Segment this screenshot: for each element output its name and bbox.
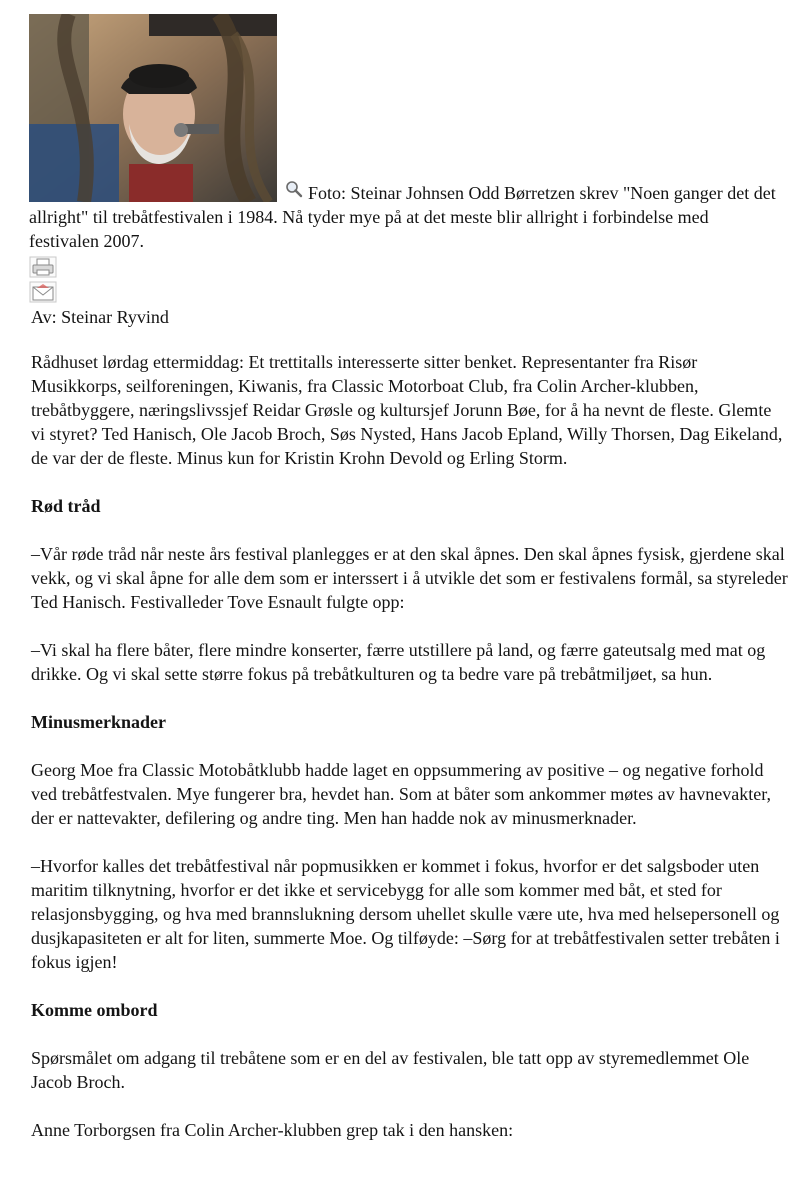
paragraph: –Hvorfor kalles det trebåtfestival når popmusikken er kommet i fokus, hvorfor er det salgsboder uten maritim tilknytning, hvorfor er det ikke et servicebygg for alle som kommer med båt, et sted for relasjonsbygging, og hva med brannslukning dersom uhellet skulle være ute, hva med helsepersonell og dusjkapasiteten er alt for liten, summerte Moe. Og tilføyde: –Sørg for at trebåtfestivalen setter trebåten i fokus igjen! (31, 856, 780, 972)
article-body (31, 350, 789, 1166)
paragraph: Rådhuset lørdag ettermiddag: Et trettitalls interesserte sitter benket. Representanter fra Risør Musikkorps, seilforeningen, Kiwanis, fra Classic Motorboat Club, fra Colin Archer-klubben, trebåtbyggere, næringslivssjef Reidar Grøsle og kultursjef Jorunn Bøe, for å ha nevnt de fleste. Glemte vi styret? Ted Hanisch, Ole Jacob Broch, Søs Nysted, Hans Jacob Epland, Willy Thorsen, Dag Eikeland, de var der de fleste. Minus kun for Kristin Krohn Devold og Erling Storm. (31, 352, 783, 468)
section-heading: Komme ombord (31, 1000, 158, 1020)
article-photo[interactable] (29, 14, 277, 202)
section-heading: Minusmerknader (31, 712, 166, 732)
paragraph: Spørsmålet om adgang til trebåtene som er en del av festivalen, ble tatt opp av styremedlemmet Ole Jacob Broch. (31, 1048, 750, 1092)
byline: Av: Steinar Ryvind (31, 307, 169, 327)
paragraph: Georg Moe fra Classic Motobåtklubb hadde laget en oppsummering av positive – og negative forhold ved trebåtfestvalen. Mye fungerer bra, hevdet han. Som at båter som ankommer møtes av havnevakter, der er nattevakter, defilering og andre ting. Men han hadde nok av minusmerknader. (31, 760, 772, 828)
paragraph: Anne Torborgsen fra Colin Archer-klubben grep tak i den hansken: (31, 1120, 514, 1140)
paragraph: –Vi skal ha flere båter, flere mindre konserter, færre utstillere på land, og færre gateutsalg med mat og drikke. Og vi skal sette større fokus på trebåtkulturen og ta bedre vare på trebåtmiljøet, sa hun. (31, 640, 766, 684)
print-icon[interactable] (29, 256, 57, 278)
section-heading: Rød tråd (31, 496, 101, 516)
email-icon[interactable] (29, 281, 57, 303)
paragraph: –Vår røde tråd når neste års festival planlegges er at den skal åpnes. Den skal åpnes fysisk, gjerdene skal vekk, og vi skal åpne for alle dem som er interssert i å utvikle det som er festivalens formål, sa styreleder Ted Hanisch. Festivalleder Tove Esnault fulgte opp: (31, 544, 788, 612)
photo-caption: Foto: Steinar Johnsen Odd Børretzen skrev "Noen ganger det det allright" til trebåtfestivalen i 1984. Nå tyder mye på at det meste blir allright i forbindelse med festivalen 2007. (29, 183, 776, 251)
